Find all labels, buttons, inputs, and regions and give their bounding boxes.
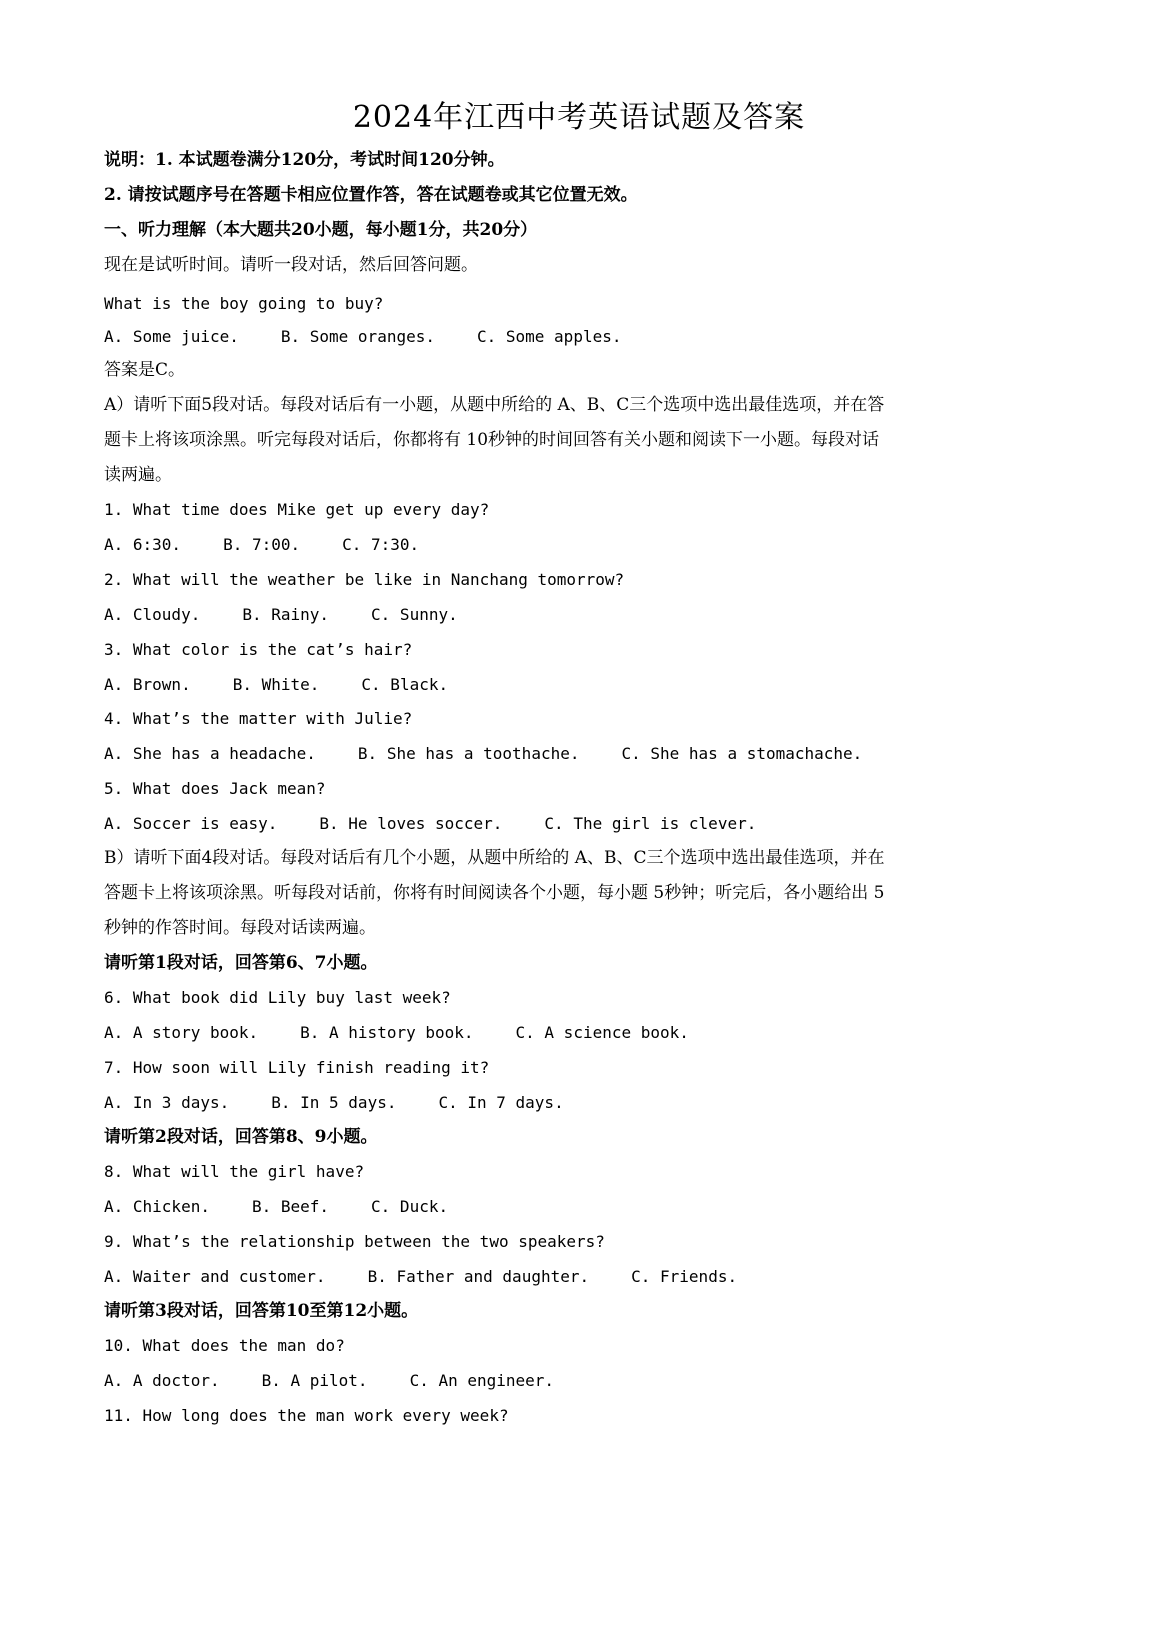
trial-answer: 答案是C。	[104, 360, 186, 380]
option: B. In 5 days.	[271, 1093, 397, 1112]
option: C. Duck.	[371, 1197, 449, 1216]
trial-question: What is the boy going to buy?	[104, 294, 384, 313]
question-options	[104, 742, 1064, 766]
question-options	[104, 812, 1064, 836]
option: B. He loves soccer.	[319, 814, 503, 833]
option: C. In 7 days.	[438, 1093, 564, 1112]
trial-options	[104, 325, 1064, 349]
option: C. A science book.	[515, 1023, 689, 1042]
question: 6. What book did Lily buy last week?	[104, 988, 451, 1007]
question-options	[104, 1195, 1064, 1219]
dialogue-heading: 请听第3段对话，回答第10至第12小题。	[104, 1301, 419, 1321]
question: 2. What will the weather be like in Nanchang tomorrow?	[104, 570, 625, 589]
option: A. A doctor.	[104, 1371, 220, 1390]
option: A. Cloudy.	[104, 605, 201, 624]
dialogue-heading: 请听第1段对话，回答第6、7小题。	[104, 953, 378, 973]
question: 9. What’s the relationship between the two speakers?	[104, 1232, 605, 1251]
trial-intro: 现在是试听时间。请听一段对话，然后回答问题。	[104, 255, 478, 275]
note-line-1: 说明：1. 本试题卷满分120分，考试时间120分钟。	[104, 150, 505, 170]
question: 10. What does the man do?	[104, 1336, 345, 1355]
option: B. She has a toothache.	[357, 744, 580, 763]
option: A. Brown.	[104, 675, 191, 694]
question: 4. What’s the matter with Julie?	[104, 709, 413, 728]
partB-instructions-line: B）请听下面4段对话。每段对话后有几个小题，从题中所给的 A、B、C三个选项中选出最佳选项，并在	[104, 848, 885, 868]
option: C. The girl is clever.	[544, 814, 757, 833]
option: B. A history book.	[300, 1023, 474, 1042]
option: B. Some oranges.	[280, 327, 435, 346]
question-options	[104, 1369, 1064, 1393]
question: 1. What time does Mike get up every day?	[104, 500, 490, 519]
option: A. In 3 days.	[104, 1093, 230, 1112]
option: C. An engineer.	[409, 1371, 555, 1390]
option: A. Chicken.	[104, 1197, 210, 1216]
option: A. She has a headache.	[104, 744, 316, 763]
question-options	[104, 603, 1064, 627]
option: B. Rainy.	[242, 605, 330, 624]
option: A. Waiter and customer.	[104, 1267, 326, 1286]
option: B. 7:00.	[223, 535, 301, 554]
question-options	[104, 1265, 1064, 1289]
question: 7. How soon will Lily finish reading it?	[104, 1058, 490, 1077]
option: C. She has a stomachache.	[621, 744, 863, 763]
option: A. 6:30.	[104, 535, 182, 554]
page-title: 2024年江西中考英语试题及答案	[352, 100, 806, 135]
question-options	[104, 1021, 1064, 1045]
partA-instructions-line: 读两遍。	[104, 465, 172, 485]
note-line-2: 2. 请按试题序号在答题卡相应位置作答，答在试题卷或其它位置无效。	[104, 185, 638, 205]
partB-instructions-line: 秒钟的作答时间。每段对话读两遍。	[104, 918, 376, 938]
question-options	[104, 1091, 1064, 1115]
question-options	[104, 673, 1064, 697]
partB-instructions-line: 答题卡上将该项涂黑。听每段对话前，你将有时间阅读各个小题，每小题 5秒钟；听完后，各小题给出 5	[104, 883, 885, 903]
question: 5. What does Jack mean?	[104, 779, 326, 798]
option: B. A pilot.	[261, 1371, 368, 1390]
option: C. Sunny.	[371, 605, 458, 624]
option: C. Black.	[361, 675, 449, 694]
option: A. Some juice.	[104, 327, 239, 346]
option: B. Beef.	[251, 1197, 330, 1216]
option: B. Father and daughter.	[367, 1267, 590, 1286]
question: 11. How long does the man work every week?	[104, 1406, 509, 1425]
question: 3. What color is the cat’s hair?	[104, 640, 413, 659]
option: C. 7:30.	[342, 535, 420, 554]
option: A. Soccer is easy.	[104, 814, 278, 833]
option: C. Friends.	[631, 1267, 738, 1286]
option: A. A story book.	[104, 1023, 259, 1042]
dialogue-heading: 请听第2段对话，回答第8、9小题。	[104, 1127, 378, 1147]
option: B. White.	[232, 675, 320, 694]
partA-instructions-line: A）请听下面5段对话。每段对话后有一小题，从题中所给的 A、B、C三个选项中选出最佳选项，并在答	[104, 395, 885, 415]
option: C. Some apples.	[476, 327, 622, 346]
section-heading: 一、听力理解（本大题共20小题，每小题1分，共20分）	[104, 220, 538, 240]
question: 8. What will the girl have?	[104, 1162, 365, 1181]
partA-instructions-line: 题卡上将该项涂黑。听完每段对话后，你都将有 10秒钟的时间回答有关小题和阅读下一小题。每段对话	[104, 430, 880, 450]
question-options	[104, 533, 1064, 557]
